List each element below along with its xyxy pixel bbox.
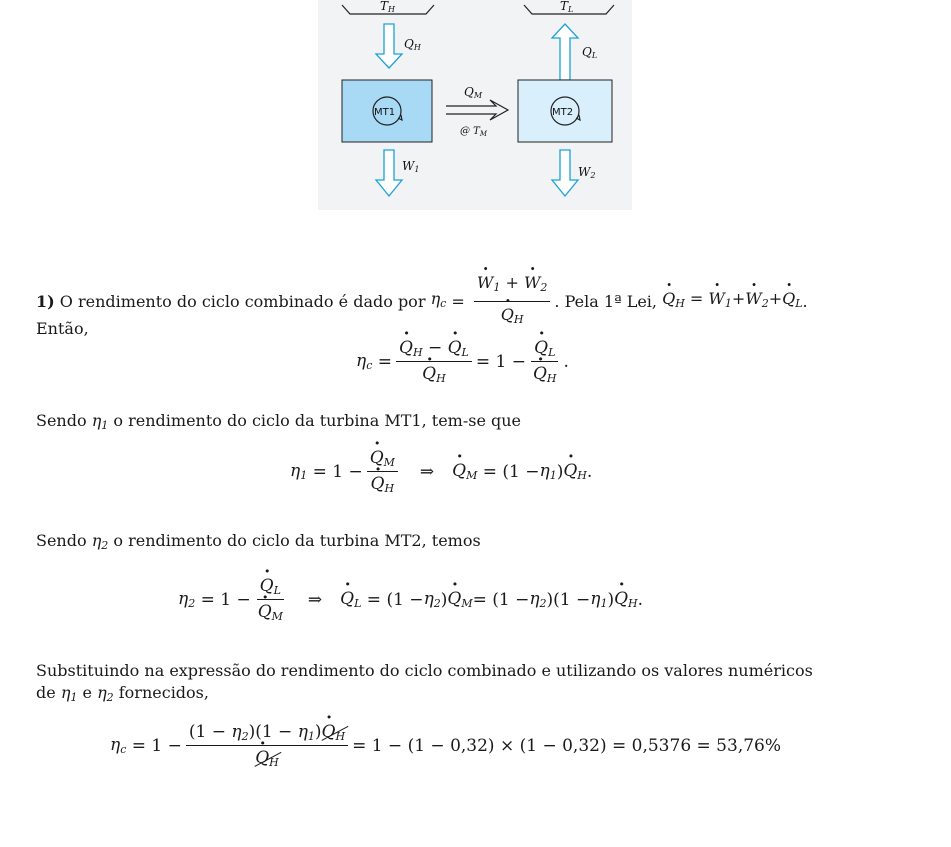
equation-3: $\eta_2$ = 1 − · $Q_L$ · $Q_M$ ⇒ · $Q_L$ = (1 − $\eta_2$ ) · $Q_M$ = (1 − $\eta_2$ )(1 − $\eta_1$ ) · $Q_H$ . [178,576,643,623]
at-tm-label: @ $T_M$ [460,126,488,138]
equation-2: $\eta_1$ = 1 − · $Q_M$ · $Q_H$ ⇒ · $Q_M$ = (1 − $\eta_1$ ) · $Q_H$ . [290,448,592,495]
ql-label: QL [582,45,598,60]
p1-text-b: . Pela 1ª Lei, [554,291,657,311]
qh-arrow [376,24,402,68]
qh-label: QH [404,37,421,52]
w2-label: W2 [578,165,596,180]
item-number: 1) [36,291,55,311]
engine-diagram [318,0,632,210]
mt1-label: MT1 [374,107,396,118]
paragraph-3: Sendo $\eta_2$ o rendimento do ciclo da turbina MT2, temos [36,531,481,552]
diagram-svg [318,0,632,210]
equation-final: $\eta_c$ = 1 − $(1 - \eta_2)(1 - \eta_1)\cdot Q_H$ · $Q_H$ = 1 − (1 − 0,32) × (1 − 0,32) = 0,5376 = 53,76% [110,722,781,769]
w1-label: W1 [402,159,420,174]
tl-label: TL [560,0,574,14]
w2-arrow [552,150,578,196]
equation-1: $\eta_c$ = · $Q_H$ − · $Q_L$ · $Q_H$ = 1 − · $Q_L$ · $Q_H$ . [356,338,569,385]
qm-arrow [446,100,508,120]
w1-arrow [376,150,402,196]
p1-text-a: O rendimento do ciclo combinado é dado por [59,291,426,311]
ql-arrow [552,24,578,80]
paragraph-4b: de $\eta_1$ e $\eta_2$ fornecidos, [36,683,209,704]
paragraph-1: 1) O rendimento do ciclo combinado é dado por $\eta_c$ = · $W_1$ + · $W_2$ · $Q_H$ . Pela 1ª Lei, · $Q_H$ = · $W_1+\cdot W_2+\cdot Q_L$ . [36,272,808,331]
p1-text-c: Então, [36,319,89,338]
paragraph-2: Sendo $\eta_1$ o rendimento do ciclo da turbina MT1, tem-se que [36,411,522,432]
qm-label: QM [464,85,483,100]
mt2-label: MT2 [552,107,574,118]
final-result: = 1 − (1 − 0,32) × (1 − 0,32) = 0,5376 = 53,76% [352,735,782,756]
paragraph-4: Substituindo na expressão do rendimento do ciclo combinado e utilizando os valores numéricos [36,661,813,680]
th-label: TH [380,0,395,14]
